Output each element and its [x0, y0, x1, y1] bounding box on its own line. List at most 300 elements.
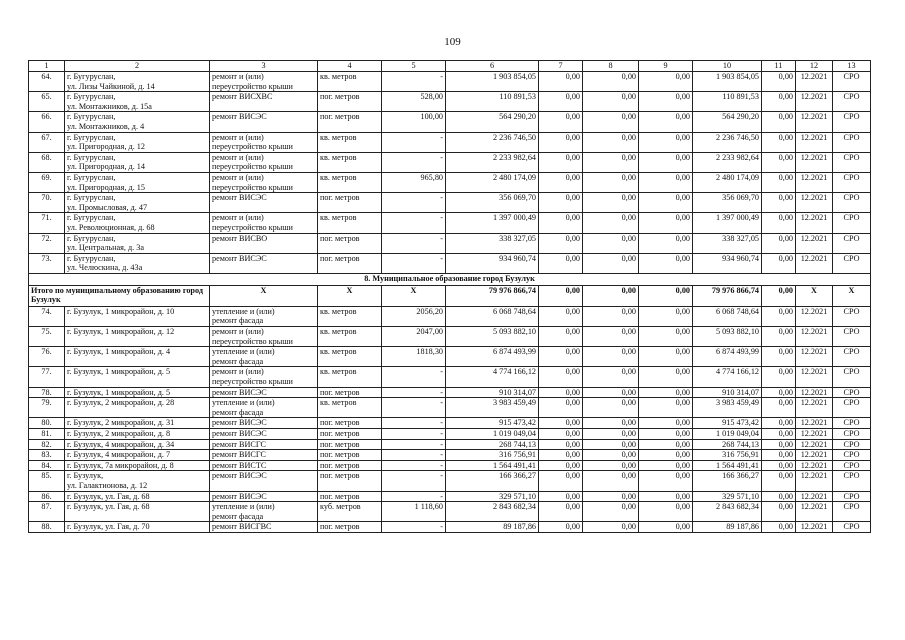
address-cell-line: г. Бузулук, 1 микрорайон, д. 4: [67, 347, 171, 357]
table-cell: 0,00: [639, 92, 693, 112]
deadline-cell: 12.2021: [796, 450, 833, 461]
row-number: 88.: [29, 522, 65, 533]
table-cell: 166 366,27: [693, 471, 762, 491]
work-type-cell: [210, 429, 318, 440]
row-number: 65.: [29, 92, 65, 112]
row-number: 73.: [29, 253, 65, 273]
total-cost-cell: 934 960,74: [446, 253, 539, 273]
row-number: 85.: [29, 471, 65, 491]
address-cell-line: [67, 377, 207, 387]
work-type-cell-line: ремонт фасада: [212, 316, 264, 326]
municipality-total-row: [29, 285, 871, 306]
deadline-cell: 12.2021: [796, 306, 833, 326]
quantity-cell: -: [382, 72, 446, 92]
col-header: 6: [446, 61, 539, 72]
table-cell: 0,00: [539, 460, 583, 471]
table-cell: 934 960,74: [693, 253, 762, 273]
work-type-cell: [210, 72, 318, 92]
table-cell: 0,00: [639, 172, 693, 192]
table-row: [29, 92, 871, 112]
quantity-cell: -: [382, 253, 446, 273]
table-cell: 0,00: [762, 502, 796, 522]
address-cell: [65, 233, 210, 253]
work-type-cell: [210, 418, 318, 429]
table-cell: 0,00: [583, 172, 639, 192]
address-cell-line: г. Бузулук, 1 микрорайон, д. 12: [67, 327, 175, 337]
method-cell: СРО: [833, 491, 871, 502]
table-cell: 0,00: [539, 367, 583, 387]
total-cost-cell: 4 774 166,12: [446, 367, 539, 387]
table-cell: 0,00: [639, 398, 693, 418]
total-cell: X: [796, 285, 833, 306]
address-cell-line: ул. Промысловая, д. 47: [67, 202, 148, 212]
deadline-cell: 12.2021: [796, 439, 833, 450]
table-cell: 0,00: [639, 233, 693, 253]
row-number: 77.: [29, 367, 65, 387]
deadline-cell: 12.2021: [796, 72, 833, 92]
address-cell: [65, 460, 210, 471]
table-row: [29, 502, 871, 522]
work-type-cell-line: утепление и (или): [212, 306, 275, 316]
address-cell-line: ул. Монтажников, д. 4: [67, 121, 145, 131]
table-cell: 0,00: [583, 327, 639, 347]
deadline-cell: 12.2021: [796, 213, 833, 233]
unit-cell: пог. метров: [318, 387, 382, 398]
address-cell: [65, 367, 210, 387]
table-cell: 0,00: [583, 450, 639, 461]
col-header: 1: [29, 61, 65, 72]
table-row: [29, 471, 871, 491]
table-cell: 0,00: [539, 253, 583, 273]
work-type-cell: [210, 233, 318, 253]
address-cell: [65, 450, 210, 461]
table-cell: 0,00: [639, 152, 693, 172]
work-type-cell: [210, 387, 318, 398]
table-cell: 0,00: [639, 450, 693, 461]
unit-cell: пог. метров: [318, 491, 382, 502]
table-cell: 0,00: [583, 367, 639, 387]
work-type-cell: [210, 460, 318, 471]
table-cell: 0,00: [583, 502, 639, 522]
table-cell: 0,00: [539, 306, 583, 326]
unit-cell: кв. метров: [318, 213, 382, 233]
address-cell-line: [67, 357, 207, 367]
deadline-cell: 12.2021: [796, 193, 833, 213]
table-cell: 0,00: [539, 233, 583, 253]
table-cell: 0,00: [762, 92, 796, 112]
table-cell: 0,00: [539, 502, 583, 522]
table-row: [29, 193, 871, 213]
total-cost-cell: 2 843 682,34: [446, 502, 539, 522]
quantity-cell: 1818,30: [382, 347, 446, 367]
address-cell: [65, 387, 210, 398]
work-type-cell: [210, 367, 318, 387]
table-cell: 329 571,10: [693, 491, 762, 502]
deadline-cell: 12.2021: [796, 152, 833, 172]
table-cell: 0,00: [539, 213, 583, 233]
total-cost-cell: 564 290,20: [446, 112, 539, 132]
table-row: [29, 347, 871, 367]
address-cell-line: г. Бузулук, 2 микрорайон, д. 8: [67, 429, 171, 438]
col-header: 4: [318, 61, 382, 72]
table-cell: 0,00: [639, 306, 693, 326]
col-header: 7: [539, 61, 583, 72]
col-header: 12: [796, 61, 833, 72]
quantity-cell: 2047,00: [382, 327, 446, 347]
table-cell: 356 069,70: [693, 193, 762, 213]
unit-cell: пог. метров: [318, 522, 382, 533]
table-cell: 316 756,91: [693, 450, 762, 461]
total-cost-cell: 1 019 049,04: [446, 429, 539, 440]
table-cell: 0,00: [539, 418, 583, 429]
table-cell: 0,00: [639, 418, 693, 429]
table-cell: 0,00: [583, 522, 639, 533]
table-row: [29, 491, 871, 502]
work-type-cell: [210, 253, 318, 273]
table-cell: 1 019 049,04: [693, 429, 762, 440]
work-type-cell: [210, 213, 318, 233]
unit-cell: пог. метров: [318, 253, 382, 273]
work-type-cell: [210, 92, 318, 112]
total-cost-cell: 268 744,13: [446, 439, 539, 450]
total-cost-cell: 1 397 000,49: [446, 213, 539, 233]
table-cell: 0,00: [762, 327, 796, 347]
address-cell-line: г. Бузулук, 4 микрорайон, д. 34: [67, 439, 175, 449]
total-cost-cell: 915 473,42: [446, 418, 539, 429]
table-cell: 0,00: [762, 418, 796, 429]
table-row: [29, 450, 871, 461]
quantity-cell: -: [382, 233, 446, 253]
address-cell-line: ул. Галактионова, д. 12: [67, 480, 148, 490]
address-cell-line: г. Бугуруслан,: [67, 253, 116, 263]
work-type-cell-line: ремонт ВИСЭС: [212, 253, 267, 263]
address-cell-line: ул. Пригородная, д. 14: [67, 162, 145, 172]
deadline-cell: 12.2021: [796, 491, 833, 502]
address-cell-line: г. Бузулук, ул. Гая, д. 68: [67, 502, 150, 512]
total-cost-cell: 356 069,70: [446, 193, 539, 213]
table-cell: 0,00: [762, 72, 796, 92]
address-cell: [65, 152, 210, 172]
deadline-cell: 12.2021: [796, 253, 833, 273]
address-cell-line: г. Бузулук, 4 микрорайон, д. 7: [67, 450, 171, 460]
table-cell: 0,00: [639, 193, 693, 213]
address-cell: [65, 418, 210, 429]
deadline-cell: 12.2021: [796, 522, 833, 533]
work-type-cell-line: [212, 243, 315, 253]
table-cell: 3 983 459,49: [693, 398, 762, 418]
table-cell: 0,00: [762, 306, 796, 326]
unit-cell: кв. метров: [318, 72, 382, 92]
table-cell: 0,00: [762, 213, 796, 233]
work-type-cell-line: переустройство крыши: [212, 142, 293, 152]
table-cell: 2 843 682,34: [693, 502, 762, 522]
unit-cell: кв. метров: [318, 367, 382, 387]
address-cell-line: г. Бугуруслан,: [67, 152, 116, 162]
work-type-cell-line: утепление и (или): [212, 502, 275, 512]
address-cell-line: г. Бузулук,: [67, 471, 104, 481]
table-cell: 0,00: [539, 152, 583, 172]
total-cell: X: [210, 285, 318, 306]
col-header: 5: [382, 61, 446, 72]
row-number: 84.: [29, 460, 65, 471]
unit-cell: кв. метров: [318, 172, 382, 192]
work-type-cell-line: ремонт ВИСГС: [212, 439, 266, 449]
work-type-cell: [210, 327, 318, 347]
total-cost-cell: 910 314,07: [446, 387, 539, 398]
work-type-cell-line: утепление и (или): [212, 398, 275, 408]
row-number: 69.: [29, 172, 65, 192]
address-cell-line: ул. Монтажников, д. 15а: [67, 101, 152, 111]
deadline-cell: 12.2021: [796, 471, 833, 491]
table-cell: 1 397 000,49: [693, 213, 762, 233]
total-cell: 0,00: [583, 285, 639, 306]
row-number: 64.: [29, 72, 65, 92]
row-number: 71.: [29, 213, 65, 233]
deadline-cell: 12.2021: [796, 418, 833, 429]
work-type-cell-line: ремонт ВИСЭС: [212, 193, 267, 203]
work-type-cell-line: ремонт фасада: [212, 407, 264, 417]
row-number: 83.: [29, 450, 65, 461]
table-cell: 1 903 854,05: [693, 72, 762, 92]
table-cell: 0,00: [539, 327, 583, 347]
quantity-cell: -: [382, 429, 446, 440]
unit-cell: пог. метров: [318, 233, 382, 253]
method-cell: СРО: [833, 418, 871, 429]
method-cell: СРО: [833, 92, 871, 112]
table-row: [29, 522, 871, 533]
table-cell: 0,00: [639, 347, 693, 367]
table-cell: 0,00: [639, 522, 693, 533]
table-cell: 110 891,53: [693, 92, 762, 112]
table-cell: 0,00: [583, 213, 639, 233]
quantity-cell: -: [382, 450, 446, 461]
row-number: 86.: [29, 491, 65, 502]
quantity-cell: -: [382, 398, 446, 418]
table-cell: 0,00: [639, 429, 693, 440]
table-row: [29, 460, 871, 471]
table-row: [29, 306, 871, 326]
table-cell: 0,00: [639, 502, 693, 522]
total-cost-cell: 1 903 854,05: [446, 72, 539, 92]
address-cell-line: г. Бугуруслан,: [67, 132, 116, 142]
work-type-cell-line: [212, 263, 315, 273]
table-cell: 0,00: [583, 491, 639, 502]
address-cell-line: ул. Пригородная, д. 12: [67, 142, 145, 152]
total-cost-cell: 329 571,10: [446, 491, 539, 502]
table-cell: 0,00: [762, 471, 796, 491]
quantity-cell: 100,00: [382, 112, 446, 132]
total-cost-cell: 2 480 174,09: [446, 172, 539, 192]
table-cell: 0,00: [762, 347, 796, 367]
table-cell: 0,00: [583, 418, 639, 429]
method-cell: СРО: [833, 429, 871, 440]
row-number: 75.: [29, 327, 65, 347]
table-row: [29, 429, 871, 440]
address-cell-line: г. Бузулук, 2 микрорайон, д. 31: [67, 418, 175, 428]
quantity-cell: -: [382, 152, 446, 172]
work-type-cell: [210, 306, 318, 326]
work-type-cell: [210, 491, 318, 502]
col-header: 8: [583, 61, 639, 72]
deadline-cell: 12.2021: [796, 347, 833, 367]
table-cell: 0,00: [762, 439, 796, 450]
table-cell: 0,00: [639, 112, 693, 132]
table-cell: 2 480 174,09: [693, 172, 762, 192]
col-header: 3: [210, 61, 318, 72]
unit-cell: пог. метров: [318, 471, 382, 491]
work-type-cell: [210, 398, 318, 418]
total-cost-cell: 166 366,27: [446, 471, 539, 491]
table-cell: 0,00: [583, 460, 639, 471]
row-number: 74.: [29, 306, 65, 326]
quantity-cell: -: [382, 491, 446, 502]
address-cell-line: [67, 337, 207, 347]
col-header: 10: [693, 61, 762, 72]
unit-cell: кв. метров: [318, 327, 382, 347]
work-type-cell: [210, 450, 318, 461]
row-number: 68.: [29, 152, 65, 172]
table-row: [29, 327, 871, 347]
table-cell: 0,00: [762, 387, 796, 398]
table-row: [29, 152, 871, 172]
method-cell: СРО: [833, 233, 871, 253]
table-row: [29, 112, 871, 132]
table-cell: 0,00: [539, 193, 583, 213]
deadline-cell: 12.2021: [796, 502, 833, 522]
table-cell: 0,00: [639, 439, 693, 450]
table-row: [29, 72, 871, 92]
work-type-cell-line: ремонт ВИСЭС: [212, 112, 267, 122]
address-cell-line: ул. Центральная, д. 3а: [67, 243, 145, 253]
work-type-cell-line: ремонт ВИСВО: [212, 233, 268, 243]
table-cell: 0,00: [583, 253, 639, 273]
table-cell: 0,00: [762, 193, 796, 213]
address-cell-line: г. Бугуруслан,: [67, 233, 116, 243]
table-row: [29, 253, 871, 273]
table-cell: 0,00: [583, 347, 639, 367]
total-cell: 0,00: [762, 285, 796, 306]
table-cell: 0,00: [539, 172, 583, 192]
total-cell: 0,00: [539, 285, 583, 306]
col-header: 11: [762, 61, 796, 72]
method-cell: СРО: [833, 439, 871, 450]
work-type-cell: [210, 471, 318, 491]
table-cell: 0,00: [583, 429, 639, 440]
deadline-cell: 12.2021: [796, 429, 833, 440]
work-type-cell-line: [212, 481, 315, 491]
table-cell: 268 744,13: [693, 439, 762, 450]
col-header: 13: [833, 61, 871, 72]
quantity-cell: -: [382, 193, 446, 213]
table-cell: 0,00: [762, 460, 796, 471]
table-cell: 0,00: [639, 72, 693, 92]
method-cell: СРО: [833, 213, 871, 233]
quantity-cell: 1 118,60: [382, 502, 446, 522]
work-type-cell-line: ремонт и (или): [212, 367, 264, 377]
row-number: 76.: [29, 347, 65, 367]
work-type-cell-line: ремонт ВИСЭС: [212, 418, 267, 428]
table-row: [29, 367, 871, 387]
address-cell: [65, 347, 210, 367]
quantity-cell: -: [382, 522, 446, 533]
quantity-cell: -: [382, 471, 446, 491]
address-cell-line: г. Бузулук, 1 микрорайон, д. 5: [67, 387, 171, 397]
work-type-cell: [210, 502, 318, 522]
page-number: 109: [444, 36, 461, 48]
repair-register-table: [28, 60, 871, 533]
table-row: [29, 398, 871, 418]
address-cell-line: г. Бузулук, 1 микрорайон, д. 5: [67, 367, 171, 377]
table-cell: 910 314,07: [693, 387, 762, 398]
method-cell: СРО: [833, 450, 871, 461]
work-type-cell: [210, 193, 318, 213]
address-cell: [65, 398, 210, 418]
address-cell: [65, 491, 210, 502]
table-cell: 0,00: [583, 132, 639, 152]
address-cell-line: г. Бузулук, ул. Гая, д. 70: [67, 522, 150, 532]
work-type-cell: [210, 439, 318, 450]
quantity-cell: 965,80: [382, 172, 446, 192]
total-cell: 79 976 866,74: [446, 285, 539, 306]
table-row: [29, 132, 871, 152]
address-cell: [65, 92, 210, 112]
unit-cell: пог. метров: [318, 418, 382, 429]
total-cost-cell: 5 093 882,10: [446, 327, 539, 347]
table-cell: 564 290,20: [693, 112, 762, 132]
address-cell: [65, 172, 210, 192]
address-cell-line: г. Бугуруслан,: [67, 213, 116, 223]
work-type-cell-line: переустройство крыши: [212, 336, 293, 346]
table-cell: 0,00: [539, 450, 583, 461]
total-cost-cell: 2 233 982,64: [446, 152, 539, 172]
total-label: Итого по муниципальному образованию город Бузулук: [29, 285, 210, 306]
table-cell: 915 473,42: [693, 418, 762, 429]
work-type-cell-line: переустройство крыши: [212, 162, 293, 172]
unit-cell: куб. метров: [318, 502, 382, 522]
quantity-cell: -: [382, 132, 446, 152]
row-number: 82.: [29, 439, 65, 450]
work-type-cell-line: [212, 122, 315, 132]
method-cell: СРО: [833, 253, 871, 273]
unit-cell: кв. метров: [318, 347, 382, 367]
row-number: 78.: [29, 387, 65, 398]
column-number-row: [29, 61, 871, 72]
quantity-cell: -: [382, 213, 446, 233]
table-cell: 0,00: [583, 72, 639, 92]
row-number: 79.: [29, 398, 65, 418]
address-cell: [65, 522, 210, 533]
table-cell: 0,00: [539, 429, 583, 440]
row-number: 81.: [29, 429, 65, 440]
table-cell: 0,00: [762, 491, 796, 502]
work-type-cell-line: ремонт фасада: [212, 511, 264, 521]
work-type-cell: [210, 132, 318, 152]
table-cell: 0,00: [639, 491, 693, 502]
total-cost-cell: 338 327,05: [446, 233, 539, 253]
table-cell: 0,00: [583, 306, 639, 326]
unit-cell: пог. метров: [318, 92, 382, 112]
table-cell: 0,00: [583, 112, 639, 132]
address-cell: [65, 132, 210, 152]
table-cell: 0,00: [539, 398, 583, 418]
address-cell-line: г. Бугуруслан,: [67, 172, 116, 182]
deadline-cell: 12.2021: [796, 460, 833, 471]
table-cell: 0,00: [762, 450, 796, 461]
table-cell: 0,00: [539, 439, 583, 450]
table-row: [29, 387, 871, 398]
work-type-cell-line: ремонт ВИСЭС: [212, 429, 267, 438]
work-type-cell: [210, 347, 318, 367]
